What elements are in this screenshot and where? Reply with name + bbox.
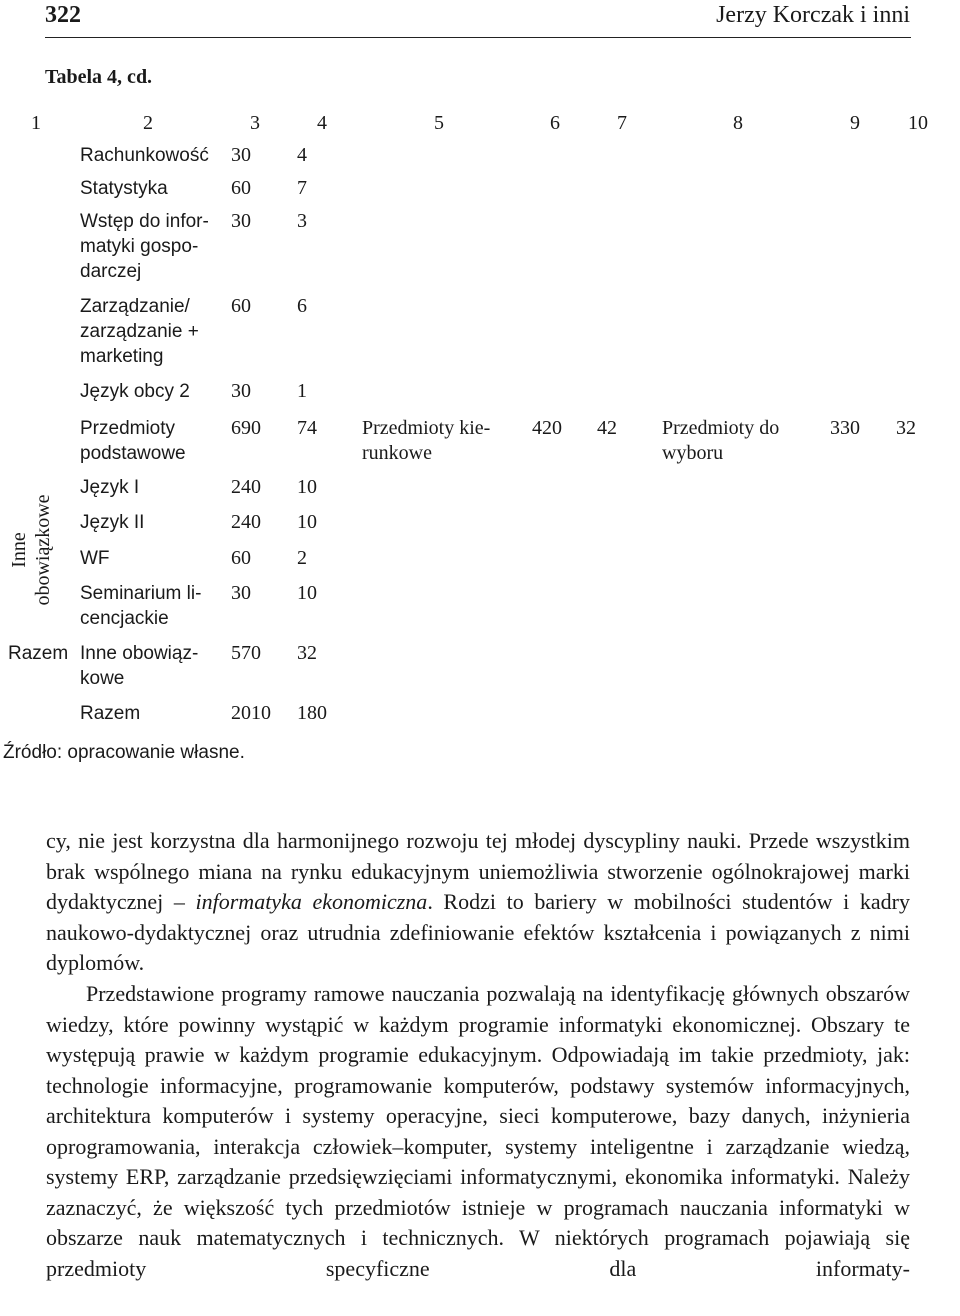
paragraph-text: . Rodzi to bariery w mobilności studentów i kadry naukowo-dydaktycznej oraz utrudnia zdefiniowanie efektów kształcenia i powiązanych z nimi dyplomów. xyxy=(46,889,910,975)
hours-value: 2010 xyxy=(231,702,271,724)
hours-value: 60 xyxy=(231,177,251,199)
hours-value: 60 xyxy=(231,547,251,569)
razem-group-label: Razem xyxy=(8,643,69,664)
hours-value: 240 xyxy=(231,511,261,533)
ects-value: 32 xyxy=(297,642,317,664)
ects-value: 2 xyxy=(297,547,307,569)
running-head: Jerzy Korczak i inni xyxy=(716,2,910,28)
subject-name: Zarządzanie/ xyxy=(80,296,190,317)
table-source-note: Źródło: opracowanie własne. xyxy=(3,742,245,763)
category-label: Przedmioty do xyxy=(662,417,780,439)
col-number: 2 xyxy=(143,112,153,134)
subject-name: cencjackie xyxy=(80,608,169,629)
ects-value: 10 xyxy=(297,476,317,498)
col-number: 8 xyxy=(733,112,743,134)
hours-value: 30 xyxy=(231,210,251,232)
hours-value: 60 xyxy=(231,295,251,317)
hours-value: 690 xyxy=(231,417,261,439)
hours-value: 420 xyxy=(532,417,562,439)
col-number: 3 xyxy=(250,112,260,134)
ects-value: 10 xyxy=(297,582,317,604)
hours-value: 240 xyxy=(231,476,261,498)
category-label: runkowe xyxy=(362,442,432,464)
subject-name: Inne obowiąz- xyxy=(80,643,199,664)
emphasized-term: informatyka ekonomiczna xyxy=(195,889,428,914)
col-number: 5 xyxy=(434,112,444,134)
ects-value: 180 xyxy=(297,702,327,724)
col-number: 4 xyxy=(317,112,327,134)
hours-value: 30 xyxy=(231,582,251,604)
subject-name: Statystyka xyxy=(80,178,168,199)
ects-value: 10 xyxy=(297,511,317,533)
col-number: 9 xyxy=(850,112,860,134)
ects-value: 3 xyxy=(297,210,307,232)
subject-name: Razem xyxy=(80,703,141,724)
ects-value: 32 xyxy=(896,417,916,439)
col-number: 10 xyxy=(908,112,928,134)
ects-value: 74 xyxy=(297,417,317,439)
subject-name: Język obcy 2 xyxy=(80,381,190,402)
subject-name: Rachunkowość xyxy=(80,145,209,166)
hours-value: 330 xyxy=(830,417,860,439)
col-number: 7 xyxy=(617,112,627,134)
subject-name: Przedmioty xyxy=(80,418,176,439)
hours-value: 30 xyxy=(231,144,251,166)
subject-name: Język I xyxy=(80,477,140,498)
ects-value: 1 xyxy=(297,380,307,402)
subject-name: Język II xyxy=(80,512,145,533)
subject-name: matyki gospo- xyxy=(80,236,199,257)
ects-value: 42 xyxy=(597,417,617,439)
ects-value: 7 xyxy=(297,177,307,199)
subject-name: WF xyxy=(80,548,110,569)
table-caption: Tabela 4, cd. xyxy=(45,66,153,88)
paragraph-text: Przedstawione programy ramowe nauczania pozwalają na identyfikację głównych obszarów wiedzy, które powinny wystąpić w każdym programie informatyki ekonomicznej. Obszary te występują prawie w każdym programie edukacyjnym. Odpowiadają im takie przedmioty, jak: technologie informacyjne, programowanie komputerów, podstawy systemów informacyjnych, architektura komputerów i systemy operacyjne, sieci komputerowe, bazy danych, inżynieria oprogramowania, interakcja człowiek–komputer, systemy inteligentne i zarządzanie wiedzą, systemy ERP, zarządzanie przedsięwzięciami informatycznymi, ekonomika informatyki. Należy zaznaczyć, że większość tych przedmiotów istnieje w programach nauczania informatyki w obszarze nauk matematycznych i technicznych. W niektórych programach pojawiają się przedmioty specyficzne dla informaty- xyxy=(46,981,910,1281)
col-number: 6 xyxy=(550,112,560,134)
page-number: 322 xyxy=(45,2,81,28)
subject-name: zarządzanie + xyxy=(80,321,199,342)
hours-value: 30 xyxy=(231,380,251,402)
group-label-vertical: Inne obowiązkowe xyxy=(8,494,54,606)
subject-name: darczej xyxy=(80,261,142,282)
category-label: Przedmioty kie- xyxy=(362,417,491,439)
ects-value: 6 xyxy=(297,295,307,317)
category-label: wyboru xyxy=(662,442,724,464)
body-paragraph xyxy=(46,826,910,979)
paragraph-text: cy, nie jest korzystna dla harmonijnego rozwoju tej młodej dyscypliny nauki. Przede wszystkim brak wspólnego miana na rynku edukacyjnym uniemożliwia stworzenie ogólnokrajowej marki dydaktycznej – xyxy=(46,828,910,914)
col-number: 1 xyxy=(31,112,41,134)
subject-name: podstawowe xyxy=(80,443,186,464)
hours-value: 570 xyxy=(231,642,261,664)
subject-name: marketing xyxy=(80,346,164,367)
subject-name: Wstęp do infor- xyxy=(80,211,209,232)
body-paragraph xyxy=(46,979,910,1284)
subject-name: kowe xyxy=(80,668,125,689)
ects-value: 4 xyxy=(297,144,307,166)
subject-name: Seminarium li- xyxy=(80,583,202,604)
